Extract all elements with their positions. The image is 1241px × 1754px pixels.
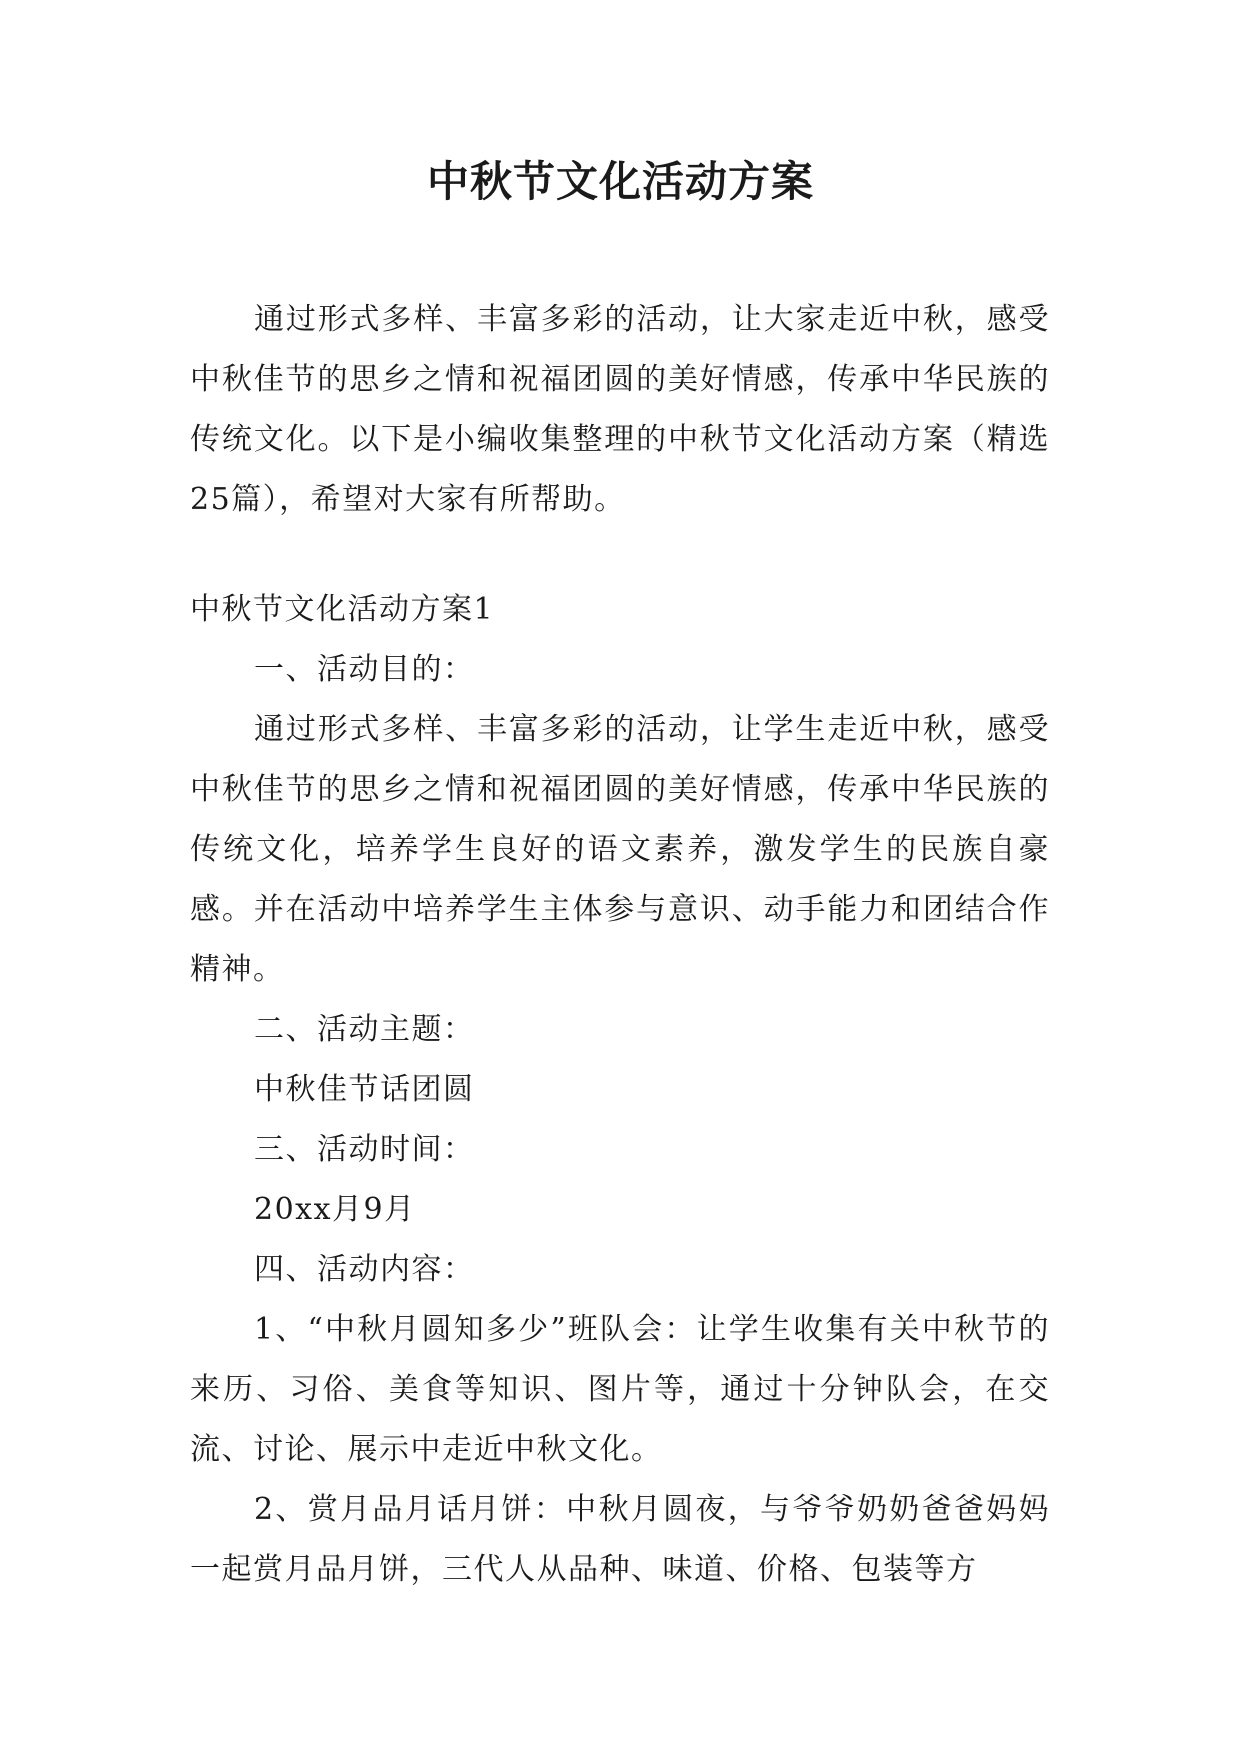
document-title: 中秋节文化活动方案 — [426, 157, 814, 206]
intro-paragraph: 通过形式多样、丰富多彩的活动，让大家走近中秋，感受中秋佳节的思乡之情和祝福团圆的美好情感，传承中华民族的传统文化。以下是小编收集整理的中秋节文化活动方案（精选25篇），希望对大家有所帮助。 — [190, 302, 1050, 517]
heading-content: 四、活动内容： — [254, 1252, 475, 1287]
intro-block — [190, 290, 1050, 530]
paragraph-content-2: 2、赏月品月话月饼：中秋月圆夜，与爷爷奶奶爸爸妈妈一起赏月品月饼，三代人从品种、味道、价格、包装等方 — [190, 1492, 1050, 1587]
main-block — [190, 580, 1050, 1600]
heading-time: 三、活动时间： — [254, 1132, 475, 1167]
heading-theme: 二、活动主题： — [254, 1012, 475, 1047]
paragraph-purpose: 通过形式多样、丰富多彩的活动，让学生走近中秋，感受中秋佳节的思乡之情和祝福团圆的美好情感，传承中华民族的传统文化，培养学生良好的语文素养，激发学生的民族自豪感。并在活动中培养学生主体参与意识、动手能力和团结合作精神。 — [190, 712, 1050, 987]
heading-purpose: 一、活动目的： — [254, 652, 475, 687]
paragraph-time: 20xx月9月 — [254, 1192, 416, 1227]
paragraph-theme: 中秋佳节话团圆 — [254, 1072, 475, 1107]
section-title: 中秋节文化活动方案1 — [190, 592, 495, 627]
paragraph-content-1: 1、“中秋月圆知多少”班队会：让学生收集有关中秋节的来历、习俗、美食等知识、图片等，通过十分钟队会，在交流、讨论、展示中走近中秋文化。 — [190, 1312, 1050, 1467]
